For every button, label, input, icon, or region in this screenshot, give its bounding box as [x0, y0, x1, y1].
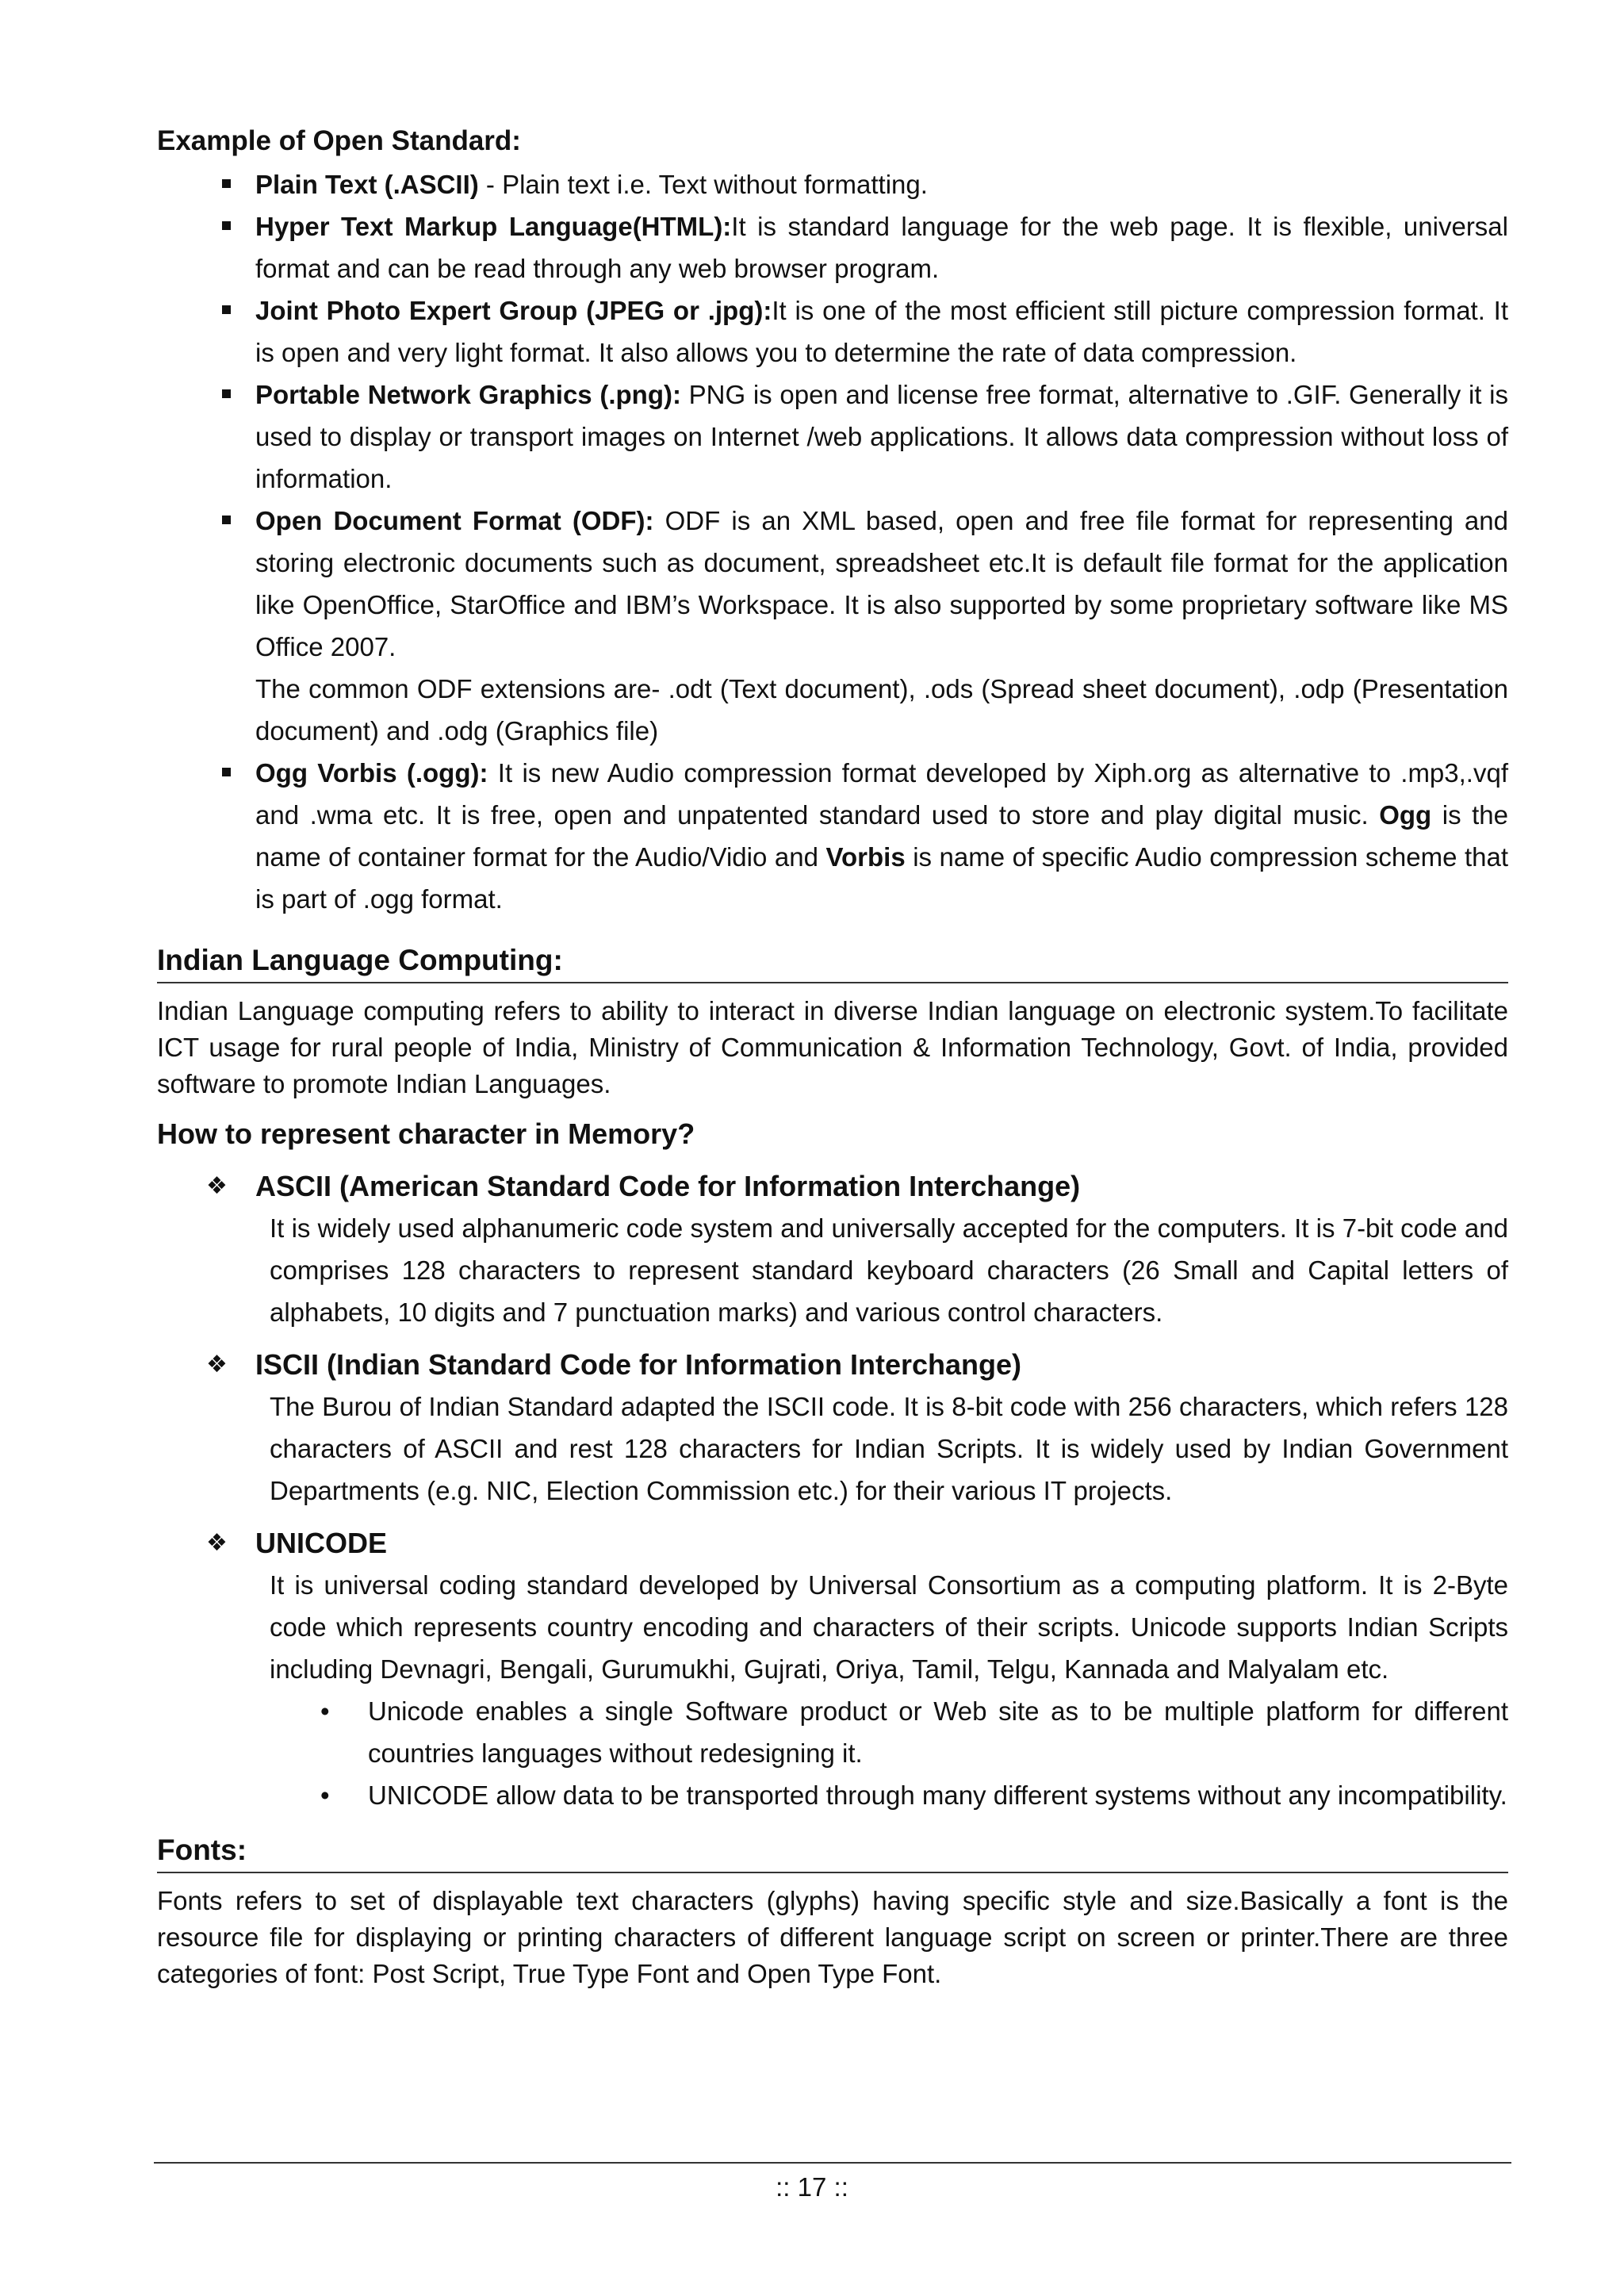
open-standard-list — [157, 163, 1508, 920]
page-number: :: 17 :: — [776, 2172, 848, 2202]
list-item — [157, 163, 1508, 205]
dot-bullet-icon: • — [320, 1696, 330, 1726]
indian-language-paragraph: Indian Language computing refers to ability to interact in diverse Indian language on electronic system.To facilitate ICT usage for rural people of India, Ministry of Communication & Information Technology, Govt. of India, provided software to promote Indian Languages. — [157, 996, 1508, 1098]
dot-bullet-icon: • — [320, 1780, 330, 1810]
ogg-term: Ogg — [1379, 800, 1432, 830]
list-item — [157, 500, 1508, 752]
fonts-paragraph: Fonts refers to set of displayable text characters (glyphs) having specific style and size.Basically a font is the resource file for displaying or printing characters of different language script on screen or printer.There are three categories of font: Post Script, True Type Font and Open Type Font. — [157, 1886, 1508, 1988]
odf-extensions-note: The common ODF extensions are- .odt (Text document), .ods (Spread sheet document), .odp (Presentation document) and .odg (Graphics file) — [255, 674, 1508, 746]
item-term: Ogg Vorbis (.ogg): — [255, 758, 488, 788]
item-text: ODF is an XML based, open and free file format for representing and storing electronic documents such as document, spreadsheet etc.It is default file format for the application like OpenOffice, StarOffice and IBM’s Workspace. It is also supported by some proprietary software like MS Office 2007. — [255, 506, 1508, 661]
iscii-body: The Burou of Indian Standard adapted the ISCII code. It is 8-bit code with 256 characters, which refers 128 characters of ASCII and rest 128 characters for Indian Scripts. It is widely used by Indian Government Departments (e.g. NIC, Election Commission etc.) for their various IT projects. — [270, 1392, 1508, 1505]
square-bullet-icon — [222, 179, 231, 188]
indian-language-heading: Indian Language Computing: — [157, 941, 1508, 983]
ascii-heading — [157, 1166, 1508, 1207]
unicode-body: It is universal coding standard developed by Universal Consortium as a computing platform. It is 2-Byte code which represents country encoding and characters of their scripts. Unicode supports Indian Scripts including Devnagri, Bengali, Gurumukhi, Gujrati, Oriya, Tamil, Telgu, Kannada and Malyalam etc. — [270, 1570, 1508, 1684]
item-text: It is standard language for the web page. It is flexible, universal format and can be read through any web browser program. — [255, 212, 1508, 283]
diamond-bullet-icon: ❖ — [206, 1173, 228, 1199]
item-text: It is new Audio compression format developed by Xiph.org as alternative to .mp3,.vqf and .wma etc. It is free, open and unpatented standard used to store and play digital music. — [255, 758, 1508, 830]
list-item — [157, 289, 1508, 374]
open-standard-heading: Example of Open Standard: — [157, 125, 521, 156]
list-item — [157, 374, 1508, 500]
item-term: Joint Photo Expert Group (JPEG or .jpg): — [255, 296, 772, 325]
list-item — [157, 205, 1508, 289]
list-item — [157, 1690, 1508, 1774]
unicode-heading — [157, 1523, 1508, 1564]
item-text: It is one of the most efficient still picture compression format. It is open and very light format. It also allows you to determine the rate of data compression. — [255, 296, 1508, 367]
page-content — [157, 119, 1508, 2000]
fonts-heading: Fonts: — [157, 1830, 1508, 1873]
ascii-title: ASCII (American Standard Code for Information Interchange) — [255, 1170, 1081, 1202]
diamond-bullet-icon: ❖ — [206, 1530, 228, 1556]
item-term: Portable Network Graphics (.png): — [255, 380, 681, 409]
diamond-bullet-icon: ❖ — [206, 1351, 228, 1378]
point-text: UNICODE allow data to be transported through many different systems without any incompatibility. — [368, 1780, 1507, 1810]
square-bullet-icon — [222, 516, 231, 524]
memory-heading: How to represent character in Memory? — [157, 1117, 695, 1150]
item-text: is name of specific Audio compression scheme that is part of .ogg format. — [255, 842, 1508, 914]
item-term: Plain Text (.ASCII) — [255, 170, 479, 199]
list-item — [157, 1774, 1508, 1816]
footer-divider — [154, 2162, 1511, 2164]
point-text: Unicode enables a single Software product or Web site as to be multiple platform for different countries languages without redesigning it. — [368, 1696, 1508, 1768]
unicode-points — [157, 1690, 1508, 1816]
square-bullet-icon — [222, 768, 231, 776]
item-term: Hyper Text Markup Language(HTML): — [255, 212, 732, 241]
item-text: PNG is open and license free format, alternative to .GIF. Generally it is used to display or transport images on Internet /web applications. It allows data compression without loss of information. — [255, 380, 1508, 493]
vorbis-term: Vorbis — [825, 842, 906, 872]
item-text: - Plain text i.e. Text without formatting. — [478, 170, 928, 199]
unicode-title: UNICODE — [255, 1527, 388, 1559]
iscii-heading — [157, 1344, 1508, 1386]
square-bullet-icon — [222, 305, 231, 314]
item-text: is the name of container format for the Audio/Vidio and — [255, 800, 1508, 872]
square-bullet-icon — [222, 389, 231, 398]
item-term: Open Document Format (ODF): — [255, 506, 654, 535]
square-bullet-icon — [222, 221, 231, 230]
list-item — [157, 752, 1508, 920]
iscii-title: ISCII (Indian Standard Code for Information Interchange) — [255, 1348, 1022, 1381]
ascii-body: It is widely used alphanumeric code system and universally accepted for the computers. It is 7-bit code and comprises 128 characters to represent standard keyboard characters (26 Small and Capital letters of alphabets, 10 digits and 7 punctuation marks) and various control characters. — [270, 1213, 1508, 1327]
